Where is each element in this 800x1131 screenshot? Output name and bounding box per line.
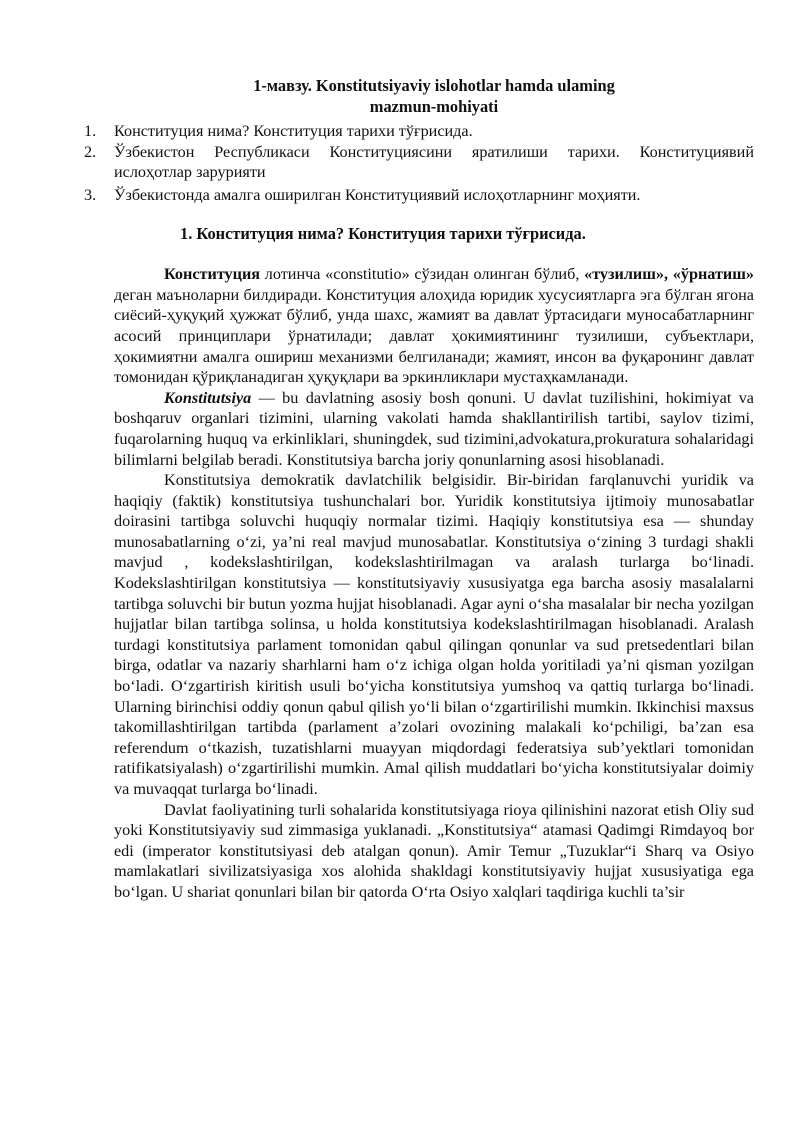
document-title (114, 76, 754, 117)
outline-item-2 (84, 142, 754, 183)
paragraph-text: — bu davlatning asosiy bosh qonuni. U davlat tuzilishini, hokimiyat va boshqaruv organlari tizimini, ularning vakolati hamda shakllantirilish tartibi, saylov tizimi, fuqarolarning huquq va erkinliklari, shuningdek, sud tizimini,advokatura,prokuratura sohalaridagi bilimlarni belgilab beradi. Konstitutsiya barcha joriy qonunlarning asosi hisoblanadi. (114, 388, 754, 469)
term-bold: «тузилиш», «ўрнатиш» (584, 265, 755, 284)
outline-text: Ўзбекистонда амалга оширилган Конституциявий ислоҳотларнинг моҳияти. (114, 185, 641, 204)
topic-outline-list (84, 121, 754, 205)
paragraph-text: лотинча «constitutio» сўзидан олинган бўлиб, (260, 265, 585, 284)
paragraph-text: деган маъноларни билдиради. Конституция алоҳида юридик хусусиятларга эга бўлган ягона сиёсий-ҳуқуқий ҳужжат бўлиб, унда шахс, жамият ва давлат ўртасидаги муносабатларнинг асосий принциплари ўрнатилади; давлат ҳокимиятининг тузилиши, субъектлари, ҳокимиятни амалга ошириш механизми белгиланади; жамият, инсон ва фуқаронинг давлат томонидан қўриқланадиган ҳуқуқлари ва эркинликлари мустаҳкамланади. (114, 285, 754, 387)
paragraph-history: Davlat faoliyatining turli sohalarida konstitutsiyaga rioya qilinishini nazorat etish Oliy sud yoki Konstitutsiyaviy sud zimmasiga yuklanadi. „Konstitutsiya“ atamasi Qadimgi Rimdayoq bor edi (imperator konstitutsiyasi deb atalgan qonun). Amir Temur „Tuzuklar“i Sharq va Osiyo mamlakatlari sivilizatsiyasiga xos alohida shakldagi konstitutsiyaviy hujjat xususiyatiga ega bo‘lgan. U shariat qonunlari bilan bir qatorda O‘rta Osiyo xalqlari taqdiriga kuchli ta’sir (114, 800, 754, 901)
term-bold-italic: Konstitutsiya (164, 388, 252, 407)
outline-number: 2. (84, 142, 97, 161)
outline-text: Ўзбекистон Республикаси Конституциясини яратилиши тарихи. Конституциявий ислоҳотлар зарурияти (114, 142, 754, 182)
outline-number: 1. (84, 122, 97, 141)
title-line-1: 1-мавзу. Konstitutsiyaviy islohotlar hamda ulaming (253, 76, 615, 95)
outline-text: Конституция нима? Конституция тарихи тўғрисида. (114, 122, 473, 141)
title-line-2: mazmun-mohiyati (369, 96, 499, 116)
term-bold: Конституция (164, 265, 261, 284)
section-heading: 1. Конституция нима? Конституция тарихи тўғрисида. (180, 223, 586, 243)
paragraph-constitution-definition (114, 264, 754, 388)
outline-item-3 (84, 185, 754, 206)
paragraph-konstitutsiya (114, 388, 754, 470)
outline-item-1 (84, 121, 754, 142)
paragraph-types: Konstitutsiya demokratik davlatchilik belgisidir. Bir-biridan farqlanuvchi yuridik va haqiqiy (faktik) konstitutsiya tushunchalari bor. Yuridik konstitutsiya ijtimoiy munosabatlar doirasini tartibga soluvchi huquqiy normalar tizimi. Haqiqiy konstitutsiya esa — shunday munosabatlarning o‘zi, ya’ni real mavjud munosabatlar. Konstitutsiya o‘zining 3 turdagi shakli mavjud , kodekslashtirilgan, kodekslashtirilmagan va aralash turlarga bo‘linadi. Kodekslashtirilgan konstitutsiya — konstitutsiyaviy xususiyatga ega barcha asosiy masalalarni tartibga soluvchi bir butun yozma hujjat hisoblanadi. Agar ayni o‘sha masalalar bir necha yozilgan hujjatlar bilan tartibga solinsa, u holda konstitutsiya kodekslashtirilmagan hisoblanadi. Aralash turdagi konstitutsiya parlament tomonidan qabul qilingan qonunlar va sud pretsedentlari bilan birga, odatlar va nazariy sharhlarni ham o‘z ichiga olgan holda yoritiladi ya’ni qisman yozilgan bo‘ladi. O‘zgartirish kiritish usuli bo‘yicha konstitutsiya yumshoq va qattiq turlarga bo‘linadi. Ularning birinchisi oddiy qonun qabul qilish yo‘li bilan o‘zgartirilishi mumkin. Ikkinchisi maxsus takomillashtirilgan tartibda (parlament a’zolari ovozining malakali ko‘pchiligi, ba’zan esa referendum o‘tkazish, tuzatishlarni muayyan miqdordagi federatsiya sub’yektlari tomonidan ratifikatsiyalash) o‘zgartirilishi mumkin. Amal qilish muddatlari bo‘yicha konstitutsiyalar doimiy va muvaqqat turlarga bo‘linadi. (114, 471, 754, 798)
outline-number: 3. (84, 185, 97, 204)
